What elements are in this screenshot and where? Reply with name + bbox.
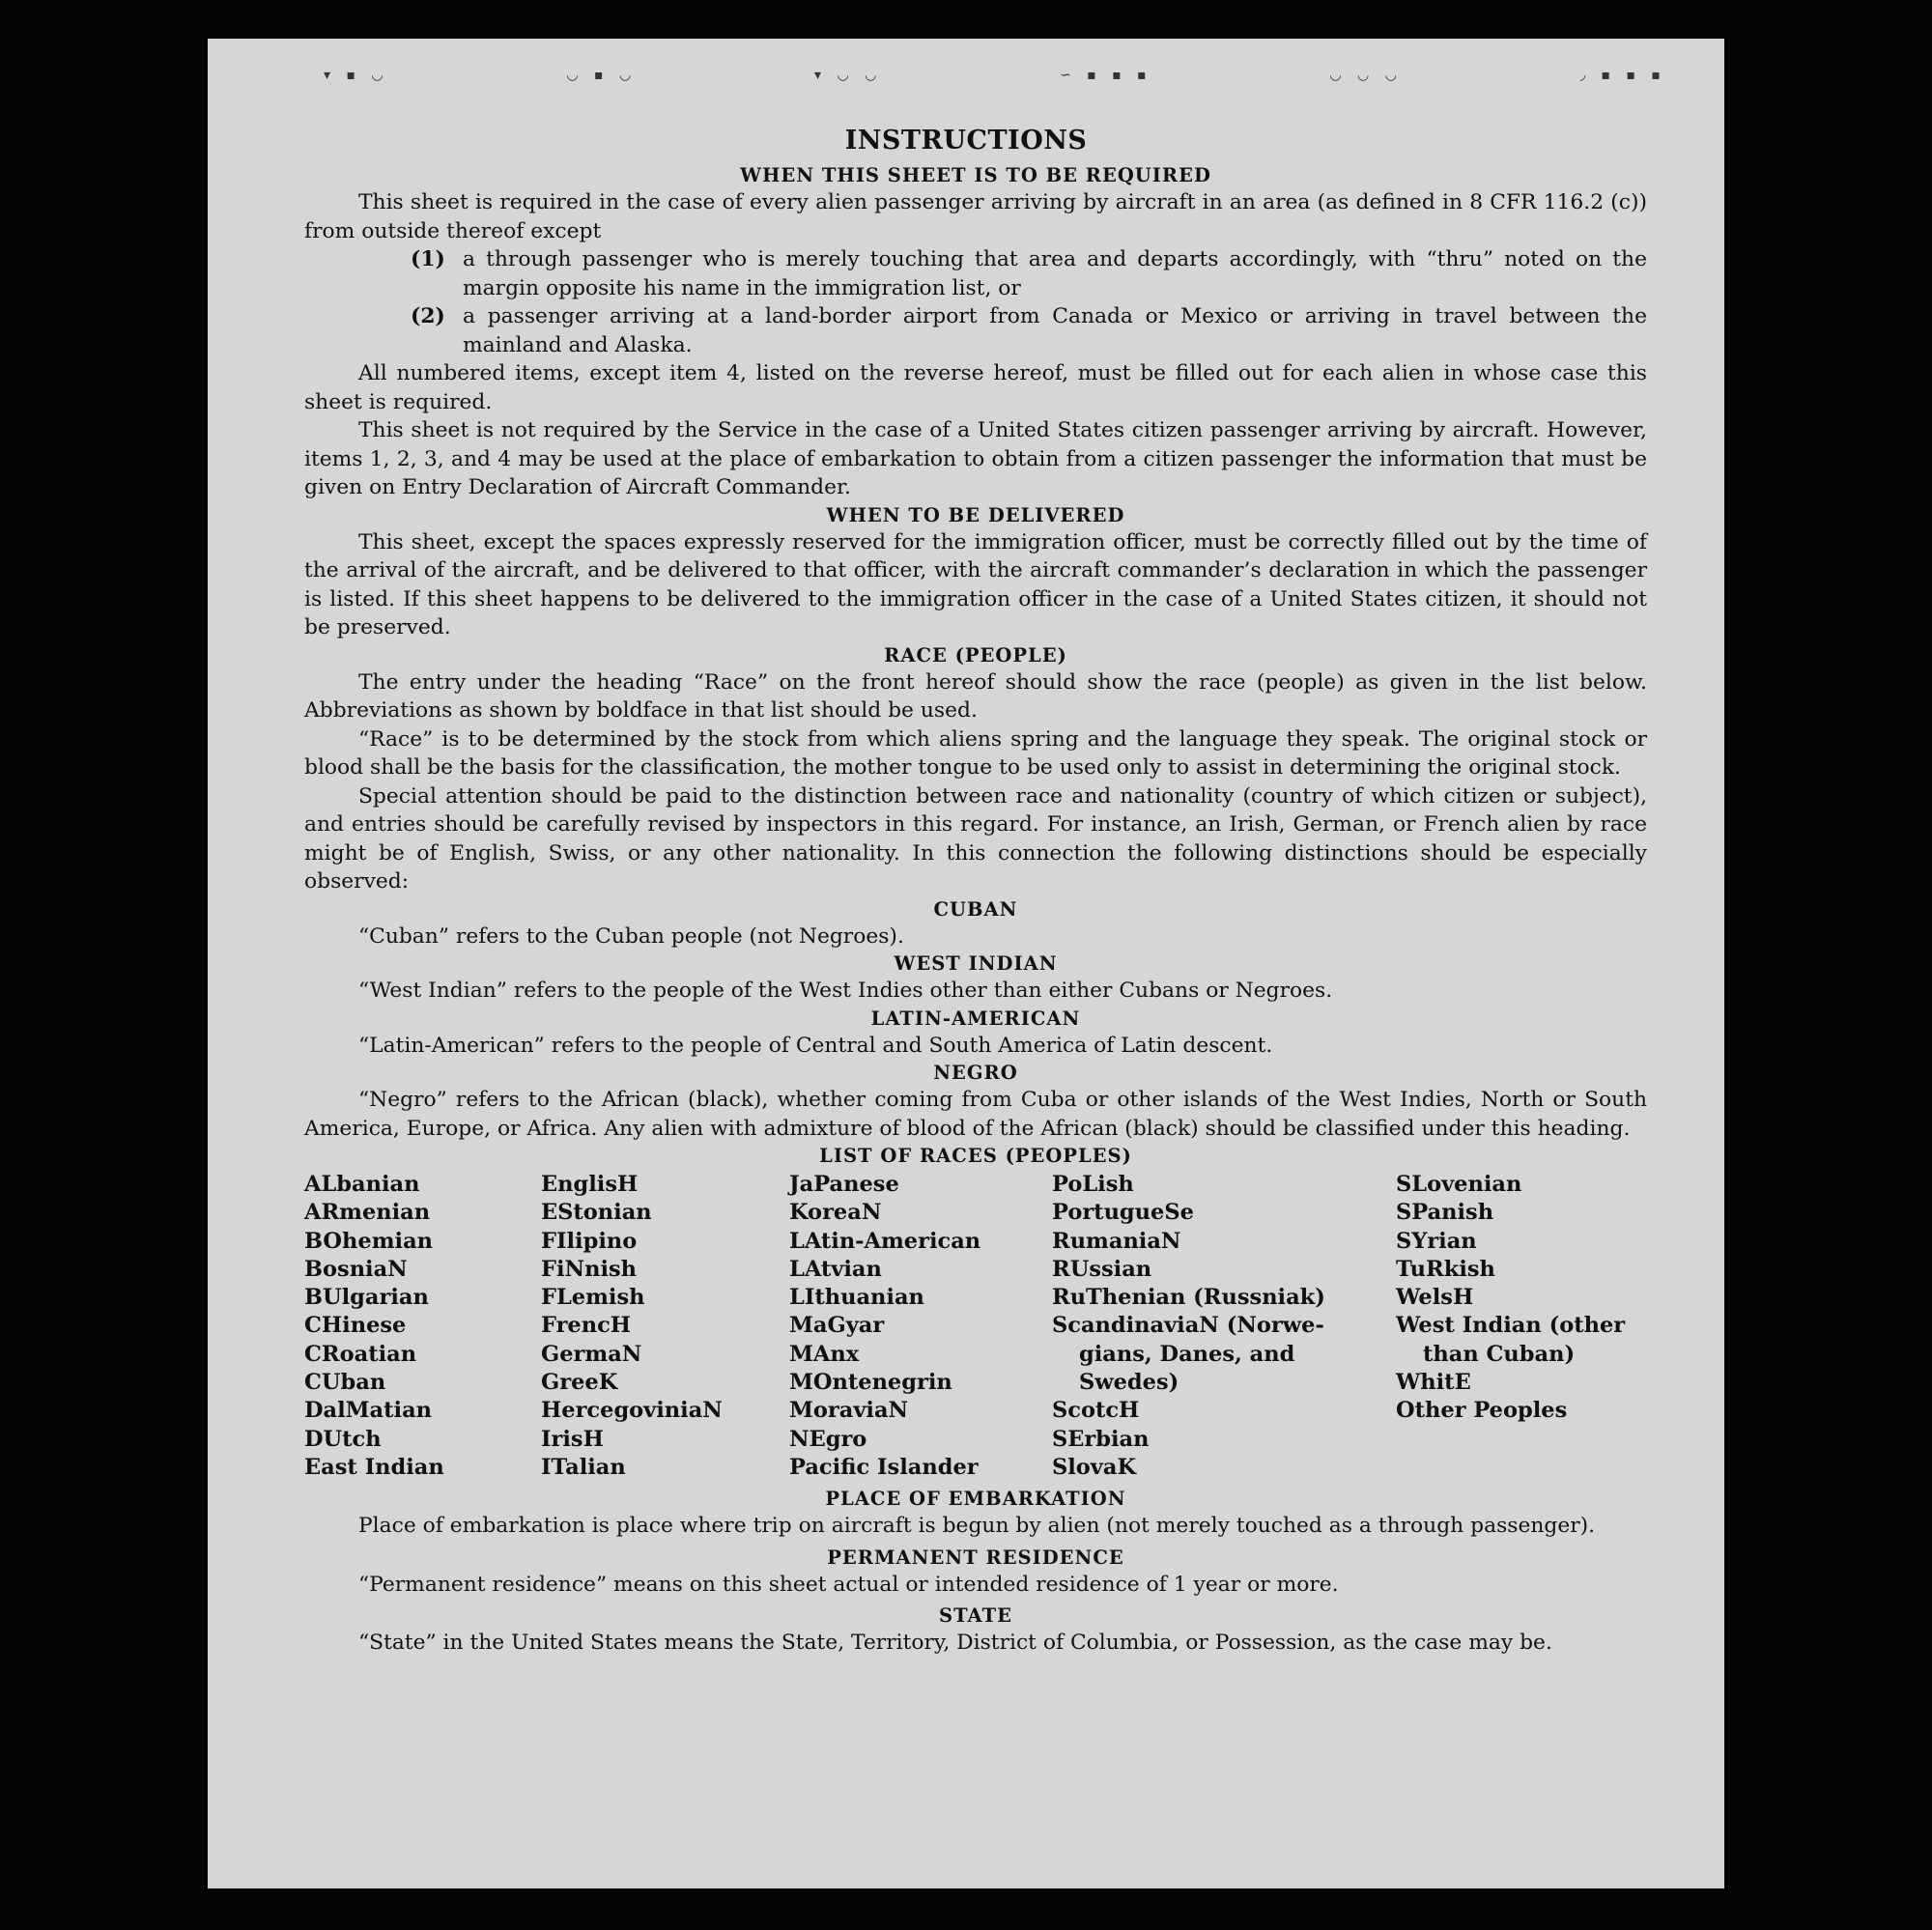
list-item <box>411 302 1647 359</box>
race-entry: ScandinaviaN (Norwe- <box>1052 1313 1324 1339</box>
mark: ▾ ▪ ◡ <box>324 68 389 83</box>
race-entry: IrisH <box>541 1426 604 1452</box>
race-entry: ITalian <box>541 1454 626 1480</box>
document-page <box>208 39 1724 1888</box>
race-entry: ARmenian <box>304 1200 431 1226</box>
race-entry: BosniaN <box>304 1256 408 1282</box>
race-entry: CRoatian <box>304 1341 417 1367</box>
race-entry: RUssian <box>1052 1256 1152 1282</box>
races-table <box>304 1171 1647 1482</box>
punch-marks <box>324 68 1666 83</box>
race-entry: DalMatian <box>304 1398 433 1424</box>
race-entry: Pacific Islander <box>789 1454 979 1480</box>
race-entry: SlovaK <box>1052 1454 1137 1480</box>
race-entry: MAnx <box>789 1341 860 1367</box>
list-item <box>411 245 1647 302</box>
paragraph: “West Indian” refers to the people of the West Indies other than either Cubans or Negroes. <box>358 979 1333 1003</box>
paragraph: “Latin-American” refers to the people of Central and South America of Latin descent. <box>358 1033 1273 1058</box>
race-entry: EStonian <box>541 1200 652 1226</box>
race-entry: FIlipino <box>541 1228 638 1254</box>
item-text: a through passenger who is merely touching that area and departs accordingly, with “thru” noted on the margin opposite his name in the immigration list, or <box>463 247 1647 300</box>
section-heading-required: WHEN THIS SHEET IS TO BE REQUIRED <box>740 164 1211 186</box>
paragraph: This sheet, except the spaces expressly reserved for the immigration officer, must be correctly filled out by the time of the arrival of the aircraft, and be delivered to that officer, with the aircraft commander’s declaration in which the passenger is listed. If this sheet happens to be delivered to the immigration officer in the case of a United States citizen, it should not be preserved. <box>304 529 1647 639</box>
race-entry: RumaniaN <box>1052 1228 1181 1254</box>
race-entry: MaGyar <box>789 1313 885 1339</box>
race-entry: Swedes) <box>1079 1370 1179 1396</box>
race-entry: FrencH <box>541 1313 632 1339</box>
mark: ◞ ▪ ▪ ▪ <box>1579 68 1666 83</box>
section-heading-state: STATE <box>939 1604 1012 1628</box>
paragraph: “Cuban” refers to the Cuban people (not Negroes). <box>358 923 904 949</box>
mark: ◡ ▪ ◡ <box>566 68 638 83</box>
race-entry: BUlgarian <box>304 1285 429 1311</box>
race-entry: SPanish <box>1396 1200 1494 1226</box>
races-column <box>541 1171 789 1482</box>
race-entry: ALbanian <box>304 1172 420 1197</box>
section-heading-residence: PERMANENT RESIDENCE <box>827 1546 1124 1569</box>
race-entry: PoLish <box>1052 1172 1134 1197</box>
race-entry: gians, Danes, and <box>1079 1341 1295 1367</box>
paragraph: This sheet is required in the case of every alien passenger arriving by aircraft in an area (as defined in 8 CFR 116.2 (c)) from outside thereof except <box>304 190 1647 243</box>
section-heading-list-of-races: LIST OF RACES (PEOPLES) <box>819 1145 1132 1167</box>
race-entry: West Indian (other <box>1396 1313 1626 1339</box>
section-heading-west-indian: WEST INDIAN <box>894 952 1058 975</box>
race-entry: DUtch <box>304 1426 382 1452</box>
paragraph: The entry under the heading “Race” on the front hereof should show the race (people) as given in the list below. Abbreviations as shown by boldface in that list should be used. <box>304 669 1647 723</box>
mark: ▾ ◡ ◡ <box>813 68 883 83</box>
page-title: INSTRUCTIONS <box>844 126 1088 156</box>
paragraph: This sheet is not required by the Service in the case of a United States citizen passenger arriving by aircraft. However, items 1, 2, 3, and 4 may be used at the place of embarkation to obtain from a citizen passenger the information that must be given on Entry Declaration of Aircraft Commander. <box>304 418 1647 499</box>
race-entry: LAtvian <box>789 1256 882 1282</box>
race-entry: EnglisH <box>541 1172 639 1197</box>
race-entry: FLemish <box>541 1285 645 1311</box>
mark: ∽ ▪ ▪ ▪ <box>1060 68 1152 83</box>
race-entry: Other Peoples <box>1396 1398 1568 1424</box>
race-entry: JaPanese <box>789 1172 899 1197</box>
race-entry: NEgro <box>789 1426 867 1452</box>
mark: ◡ ◡ ◡ <box>1329 68 1403 83</box>
race-entry: MoraviaN <box>789 1398 909 1424</box>
races-column <box>1396 1171 1647 1482</box>
race-entry: FiNnish <box>541 1256 638 1282</box>
race-entry: ScotcH <box>1052 1398 1140 1424</box>
race-entry: MOntenegrin <box>789 1370 952 1396</box>
race-entry: TuRkish <box>1396 1256 1495 1282</box>
paragraph: Place of embarkation is place where trip on aircraft is begun by alien (not merely touched as a through passenger). <box>358 1514 1596 1539</box>
race-entry: than Cuban) <box>1423 1341 1576 1367</box>
race-entry: LIthuanian <box>789 1285 924 1311</box>
paragraph: “Negro” refers to the African (black), whether coming from Cuba or other islands of the West Indies, North or South America, Europe, or Africa. Any alien with admixture of blood of the African (black) should be classified under this heading. <box>304 1088 1647 1141</box>
race-entry: GermaN <box>541 1341 642 1367</box>
item-number: (1) <box>411 247 445 271</box>
race-entry: East Indian <box>304 1454 444 1480</box>
races-column <box>789 1171 1052 1482</box>
paragraph: Special attention should be paid to the distinction between race and nationality (country of which citizen or subject), and entries should be carefully revised by inspectors in this regard. For instance, an Irish, German, or French alien by race might be of English, Swiss, or any other nationality. In this connection the following distinctions should be especially observed: <box>304 783 1647 894</box>
section-heading-delivered: WHEN TO BE DELIVERED <box>826 503 1125 526</box>
race-entry: SYrian <box>1396 1228 1477 1254</box>
section-heading-cuban: CUBAN <box>933 897 1018 921</box>
paragraph: “State” in the United States means the State, Territory, District of Columbia, or Possession, as the case may be. <box>358 1631 1552 1656</box>
race-entry: CUban <box>304 1370 386 1396</box>
race-entry: GreeK <box>541 1370 618 1396</box>
paragraph: “Permanent residence” means on this sheet actual or intended residence of 1 year or more. <box>358 1572 1339 1597</box>
race-entry: SLovenian <box>1396 1172 1522 1197</box>
races-column <box>304 1171 541 1482</box>
race-entry: BOhemian <box>304 1228 434 1254</box>
race-entry: SErbian <box>1052 1426 1150 1452</box>
paragraph: “Race” is to be determined by the stock from which aliens spring and the language they speak. The original stock or blood shall be the basis for the classification, the mother tongue to be used only to assist in determining the original stock. <box>304 726 1647 780</box>
race-entry: RuThenian (Russniak) <box>1052 1285 1325 1311</box>
section-heading-negro: NEGRO <box>933 1062 1018 1084</box>
section-heading-race: RACE (PEOPLE) <box>884 643 1067 667</box>
race-entry: KoreaN <box>789 1200 882 1226</box>
race-entry: WhitE <box>1396 1370 1471 1396</box>
race-entry: WelsH <box>1396 1285 1474 1311</box>
races-column <box>1052 1171 1396 1482</box>
item-text: a passenger arriving at a land-border airport from Canada or Mexico or arriving in travel between the mainland and Alaska. <box>463 304 1647 357</box>
instructions-body <box>304 162 1647 1658</box>
race-entry: LAtin-American <box>789 1228 981 1254</box>
race-entry: HercegoviniaN <box>541 1398 723 1424</box>
paragraph: All numbered items, except item 4, listed on the reverse hereof, must be filled out for each alien in whose case this sheet is required. <box>304 361 1647 414</box>
race-entry: CHinese <box>304 1313 407 1339</box>
race-entry: PortugueSe <box>1052 1200 1194 1226</box>
section-heading-latin-american: LATIN-AMERICAN <box>870 1007 1081 1030</box>
item-number: (2) <box>411 304 445 328</box>
section-heading-embarkation: PLACE OF EMBARKATION <box>825 1488 1126 1511</box>
